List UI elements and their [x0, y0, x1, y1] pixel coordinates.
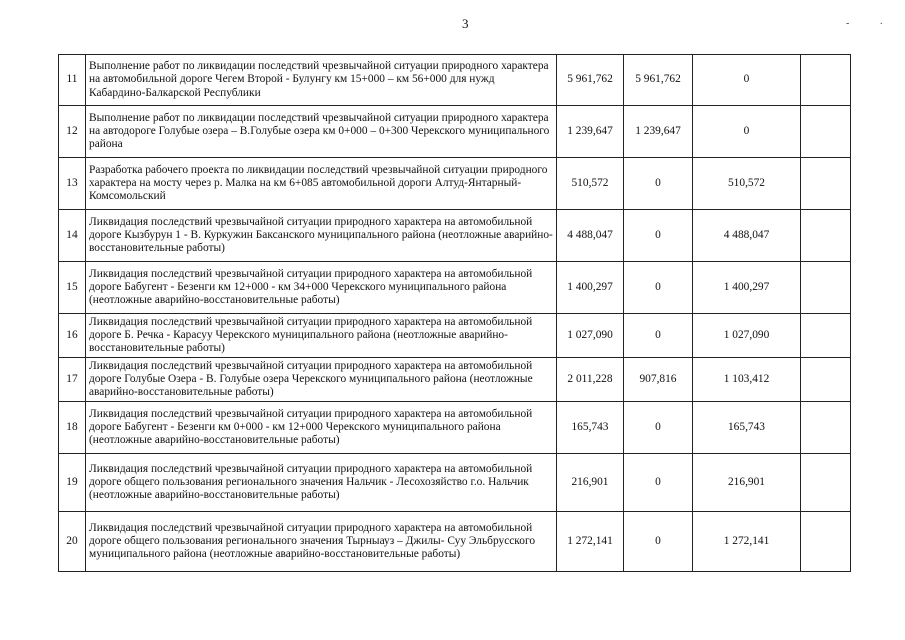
total-amount-cell: 2 011,228 [557, 358, 624, 402]
remaining-amount-cell: 4 488,047 [693, 210, 801, 262]
table-row [59, 210, 851, 262]
work-description-cell: Выполнение работ по ликвидации последствий чрезвычайной ситуации природного характера на автодороге Голубые озера – В.Голубые озера км 0+000 – 0+300 Черекского муниципального района [86, 106, 557, 158]
table-row [59, 454, 851, 512]
table-row [59, 512, 851, 572]
notes-cell [801, 158, 851, 210]
scan-speck: . [880, 16, 883, 27]
row-number-cell: 12 [59, 106, 86, 158]
budget-table [58, 54, 851, 572]
table-body [59, 55, 851, 572]
notes-cell [801, 314, 851, 358]
row-number-cell: 18 [59, 402, 86, 454]
work-description-cell: Ликвидация последствий чрезвычайной ситуации природного характера на автомобильной дороге Бабугент - Безенги км 0+000 - км 12+000 Черекского муниципального района (неотложные аварийно-восстановительные работы) [86, 402, 557, 454]
table-row [59, 158, 851, 210]
work-description-cell: Ликвидация последствий чрезвычайной ситуации природного характера на автомобильной дороге Бабугент - Безенги км 12+000 - км 34+000 Черекского муниципального района (неотложные аварийно-восстановительные работы) [86, 262, 557, 314]
total-amount-cell: 1 027,090 [557, 314, 624, 358]
remaining-amount-cell: 1 272,141 [693, 512, 801, 572]
row-number-cell: 20 [59, 512, 86, 572]
paid-amount-cell: 0 [624, 402, 693, 454]
total-amount-cell: 1 239,647 [557, 106, 624, 158]
notes-cell [801, 402, 851, 454]
notes-cell [801, 512, 851, 572]
paid-amount-cell: 907,816 [624, 358, 693, 402]
paid-amount-cell: 0 [624, 314, 693, 358]
notes-cell [801, 106, 851, 158]
notes-cell [801, 55, 851, 106]
work-description-cell: Ликвидация последствий чрезвычайной ситуации природного характера на автомобильной дороге Кызбурун 1 - В. Куркужин Баксанского муниципального района (неотложные аварийно-восстановительные работы) [86, 210, 557, 262]
notes-cell [801, 454, 851, 512]
table-row [59, 106, 851, 158]
remaining-amount-cell: 0 [693, 55, 801, 106]
remaining-amount-cell: 165,743 [693, 402, 801, 454]
paid-amount-cell: 0 [624, 454, 693, 512]
row-number-cell: 11 [59, 55, 86, 106]
remaining-amount-cell: 1 027,090 [693, 314, 801, 358]
table-row [59, 314, 851, 358]
work-description-cell: Ликвидация последствий чрезвычайной ситуации природного характера на автомобильной дороге Б. Речка - Карасуу Черекского муниципального района (неотложные аварийно-восстановительные работы) [86, 314, 557, 358]
row-number-cell: 15 [59, 262, 86, 314]
table-row [59, 358, 851, 402]
remaining-amount-cell: 216,901 [693, 454, 801, 512]
remaining-amount-cell: 510,572 [693, 158, 801, 210]
remaining-amount-cell: 1 103,412 [693, 358, 801, 402]
remaining-amount-cell: 1 400,297 [693, 262, 801, 314]
paid-amount-cell: 0 [624, 158, 693, 210]
remaining-amount-cell: 0 [693, 106, 801, 158]
notes-cell [801, 210, 851, 262]
paid-amount-cell: 1 239,647 [624, 106, 693, 158]
total-amount-cell: 1 400,297 [557, 262, 624, 314]
page-number: 3 [462, 16, 469, 31]
work-description-cell: Ликвидация последствий чрезвычайной ситуации природного характера на автомобильной дороге Голубые Озера - В. Голубые озера Черекского муниципального района (неотложные аварийно-восстановительные работы) [86, 358, 557, 402]
notes-cell [801, 262, 851, 314]
total-amount-cell: 1 272,141 [557, 512, 624, 572]
total-amount-cell: 4 488,047 [557, 210, 624, 262]
total-amount-cell: 165,743 [557, 402, 624, 454]
table-row [59, 55, 851, 106]
total-amount-cell: 510,572 [557, 158, 624, 210]
work-description-cell: Ликвидация последствий чрезвычайной ситуации природного характера на автомобильной дороге общего пользования регионального значения Тырныауз – Джилы- Суу Эльбрусского муниципального района (неотложные аварийно-восстановительные работы) [86, 512, 557, 572]
row-number-cell: 19 [59, 454, 86, 512]
paid-amount-cell: 0 [624, 262, 693, 314]
paid-amount-cell: 0 [624, 210, 693, 262]
table-row [59, 402, 851, 454]
paid-amount-cell: 5 961,762 [624, 55, 693, 106]
notes-cell [801, 358, 851, 402]
total-amount-cell: 5 961,762 [557, 55, 624, 106]
work-description-cell: Выполнение работ по ликвидации последствий чрезвычайной ситуации природного характера на автомобильной дороге Чегем Второй - Булунгу км 15+000 – км 56+000 для нужд Кабардино-Балкарской Республики [86, 55, 557, 106]
table-row [59, 262, 851, 314]
scan-speck: - [846, 18, 850, 29]
work-description-cell: Разработка рабочего проекта по ликвидации последствий чрезвычайной ситуации природного характера на мосту через р. Малка на км 6+085 автомобильной дороги Алтуд-Янтарный-Комсомольский [86, 158, 557, 210]
row-number-cell: 13 [59, 158, 86, 210]
paid-amount-cell: 0 [624, 512, 693, 572]
row-number-cell: 17 [59, 358, 86, 402]
work-description-cell: Ликвидация последствий чрезвычайной ситуации природного характера на автомобильной дороге общего пользования регионального значения Нальчик - Лесохозяйство г.о. Нальчик (неотложные аварийно-восстановительные работы) [86, 454, 557, 512]
total-amount-cell: 216,901 [557, 454, 624, 512]
row-number-cell: 16 [59, 314, 86, 358]
row-number-cell: 14 [59, 210, 86, 262]
